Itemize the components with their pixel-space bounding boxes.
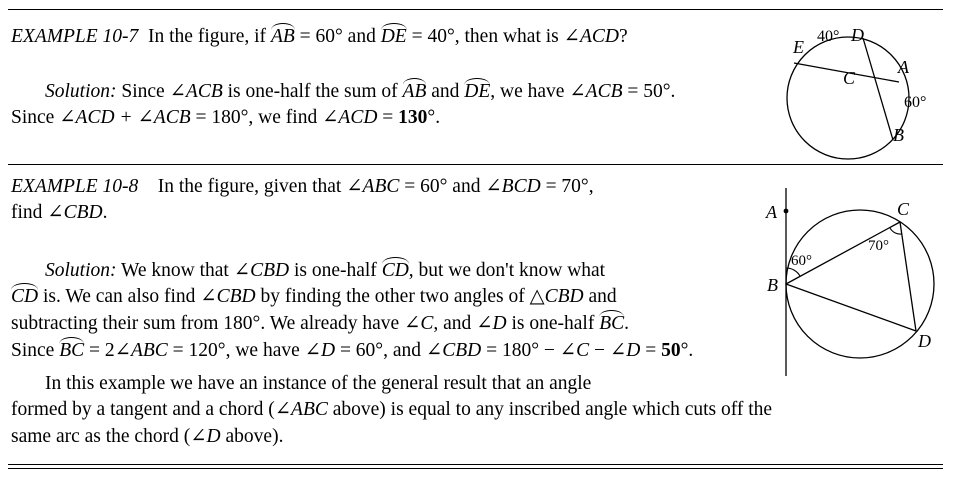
label-c: C — [843, 68, 856, 88]
arc-de: DE — [381, 24, 407, 50]
label-d: D — [918, 331, 931, 351]
example-10-8-solution-line-3: subtracting their sum from 180°. We already have ∠C, and ∠D is one-half BC. — [11, 311, 629, 337]
circle — [786, 210, 934, 358]
example-10-8-paragraph-line-1: In this example we have an instance of the general result that an angle — [45, 373, 592, 394]
example-10-8-solution-line-1: Solution: We know that ∠CBD is one-half CD, but we don't know what — [45, 258, 605, 284]
chord-cd — [900, 222, 916, 331]
example-10-8-paragraph-line-2: formed by a tangent and a chord (∠ABC above) is equal to any inscribed angle which cuts off the — [11, 399, 773, 420]
example-10-7-solution-line-2: Since ∠ACD + ∠ACB = 180°, we find ∠ACD = 130°. — [11, 107, 441, 128]
bottom-rule-2 — [8, 468, 943, 469]
label-angle-60: 60° — [791, 253, 812, 269]
figure-10-8 — [760, 180, 960, 385]
chord-bd — [786, 284, 916, 331]
label-b: B — [893, 125, 904, 145]
circle — [787, 37, 909, 159]
example-heading: EXAMPLE 10-8 — [11, 176, 139, 197]
angle-c-arc — [890, 228, 902, 234]
label-b: B — [767, 275, 778, 295]
middle-rule — [8, 164, 943, 165]
example-heading: EXAMPLE 10-7 — [11, 26, 139, 47]
example-10-7-question: EXAMPLE 10-7 In the figure, if AB = 60° and DE = 40°, then what is ∠ACD? — [11, 24, 628, 50]
label-d: D — [851, 25, 864, 45]
label-angle-70: 70° — [868, 238, 889, 254]
answer-130: 130 — [398, 107, 428, 128]
label-c: C — [897, 199, 910, 219]
label-e: E — [793, 37, 804, 57]
answer-50: 50 — [661, 340, 681, 361]
label-a: A — [898, 57, 909, 77]
chord-db — [863, 38, 893, 140]
example-10-7-solution-line-1: Solution: Since ∠ACB is one-half the sum of AB and DE, we have ∠ACB = 50°. — [45, 79, 675, 105]
example-10-8-question-line-2: find ∠CBD. — [11, 202, 108, 223]
point-a-dot — [784, 209, 789, 214]
label-arc-de: 40° — [817, 28, 840, 45]
example-10-8-solution-line-4: Since BC = 2∠ABC = 120°, we have ∠D = 60°, and ∠CBD = 180° − ∠C − ∠D = 50°. — [11, 338, 693, 364]
bottom-rule-1 — [8, 464, 943, 465]
example-10-8-paragraph-line-3: same arc as the chord (∠D above). — [11, 426, 284, 447]
label-a: A — [766, 202, 777, 222]
example-10-8-question-line-1: EXAMPLE 10-8 In the figure, given that ∠ABC = 60° and ∠BCD = 70°, — [11, 176, 594, 197]
arc-ab: AB — [271, 24, 295, 50]
solution-label: Solution: — [45, 260, 117, 281]
figure-10-7 — [780, 20, 955, 160]
solution-label: Solution: — [45, 81, 117, 102]
label-arc-ab: 60° — [904, 94, 927, 111]
example-10-8-solution-line-2: CD is. We can also find ∠CBD by finding the other two angles of △CBD and — [11, 284, 617, 310]
top-rule — [8, 9, 943, 10]
